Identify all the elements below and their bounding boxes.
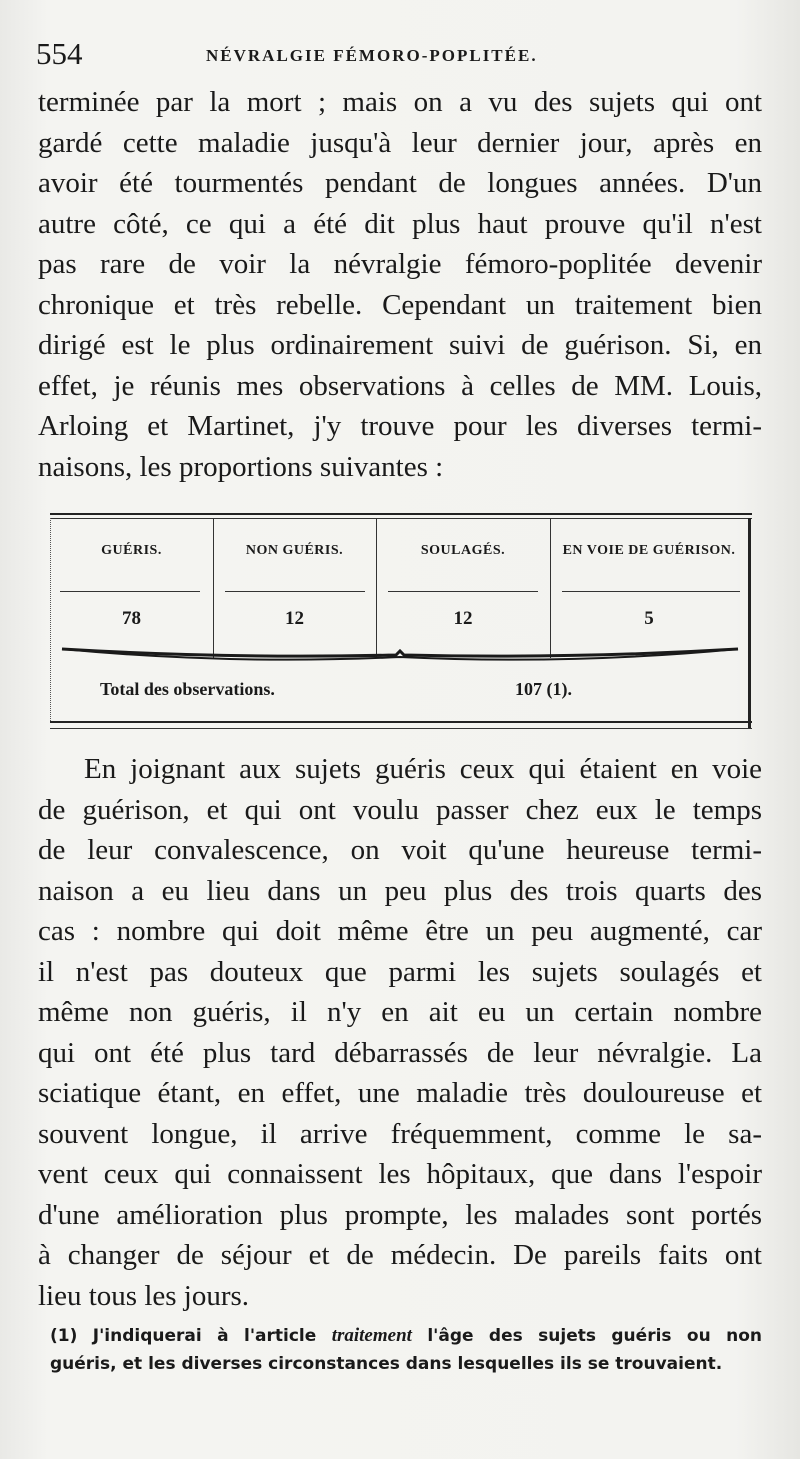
column-divider (550, 518, 551, 658)
text-line: souvent longue, il arrive fréquemment, comme le sa- (38, 1117, 762, 1150)
text-line: effet, je réunis mes observations à celles de MM. Louis, (38, 369, 762, 402)
table-rule (50, 518, 752, 519)
value-soulages: 12 (453, 608, 473, 629)
value-gueris: 78 (122, 608, 141, 629)
text-line: il n'est pas douteux que parmi les sujets soulagés et (38, 955, 762, 988)
total-label: Total des observations. (100, 679, 275, 699)
total-value: 107 (1). (515, 679, 572, 699)
column-rule (225, 591, 365, 592)
text-line: de guérison, et qui ont voulu passer chez eux le temps (38, 793, 762, 826)
column-divider (376, 518, 377, 658)
text-line: avoir été tourmentés pendant de longues années. D'un (38, 167, 762, 199)
running-title: NÉVRALGIE FÉMORO-POPLITÉE. (206, 46, 538, 65)
text-line: à changer de séjour et de médecin. De pareils faits ont (38, 1239, 762, 1271)
page-header (36, 36, 776, 76)
table-rule (50, 513, 752, 515)
text-line: pas rare de voir la névralgie fémoro-poplitée devenir (38, 248, 762, 280)
text-line: même non guéris, il n'y en ait eu un certain nombre (38, 996, 762, 1028)
text-line: Arloing et Martinet, j'y trouve pour les diverses termi- (38, 410, 762, 442)
footnote-italic: traitement (331, 1325, 412, 1346)
column-header-gueris: GUÉRIS. (101, 543, 162, 558)
text-line: lieu tous les jours. (38, 1279, 250, 1312)
text-line: autre côté, ce qui a été dit plus haut prouve qu'il n'est (38, 207, 762, 240)
brace-icon (60, 643, 740, 669)
column-header-non-gueris: NON GUÉRIS. (245, 543, 344, 558)
value-en-voie: 5 (644, 608, 654, 629)
footnote-line: guéris, et les diverses circonstances dans lesquelles ils se trouvaient. (50, 1354, 723, 1374)
table-edge (748, 518, 751, 728)
text-line: gardé cette maladie jusqu'à leur dernier jour, après en (38, 126, 762, 159)
text-line: dirigé est le plus ordinairement suivi de guérison. Si, en (38, 329, 762, 361)
text-line: sciatique étant, en effet, une maladie très douloureuse et (38, 1077, 762, 1109)
text-line: d'une amélioration plus prompte, les malades sont portés (38, 1198, 762, 1231)
text-line: de leur convalescence, on voit qu'une heureuse termi- (38, 834, 762, 866)
outcomes-table (50, 513, 752, 733)
paragraph-2 (38, 749, 762, 1316)
column-divider (213, 518, 214, 658)
text-line: vent ceux qui connaissent les hôpitaux, que dans l'espoir (38, 1158, 762, 1190)
text-line: qui ont été plus tard débarrassés de leur névralgie. La (38, 1036, 762, 1069)
column-rule (60, 591, 200, 592)
column-header-en-voie: EN VOIE DE GUÉRISON. (562, 543, 736, 558)
footnote-line (50, 1322, 762, 1350)
page-number: 554 (36, 36, 83, 71)
footnote-text: l'âge des sujets guéris ou non (411, 1326, 762, 1346)
table-rule (50, 721, 752, 723)
text-line: En joignant aux sujets guéris ceux qui étaient en voie (84, 753, 762, 785)
text-line: naisons, les proportions suivantes : (38, 450, 444, 483)
text-line: cas : nombre qui doit même être un peu augmenté, car (38, 915, 762, 947)
footnote (50, 1322, 762, 1378)
paragraph-1 (38, 82, 762, 487)
table-rule (50, 728, 752, 729)
text-line: chronique et très rebelle. Cependant un traitement bien (38, 288, 762, 321)
text-line: terminée par la mort ; mais on a vu des sujets qui ont (38, 86, 762, 118)
column-rule (562, 591, 740, 592)
column-rule (388, 591, 538, 592)
column-header-soulages: SOULAGÉS. (420, 543, 506, 558)
text-line: naison a eu lieu dans un peu plus des trois quarts des (38, 874, 762, 907)
value-non-gueris: 12 (285, 608, 304, 629)
footnote-text: (1) J'indiquerai à l'article (50, 1326, 332, 1346)
